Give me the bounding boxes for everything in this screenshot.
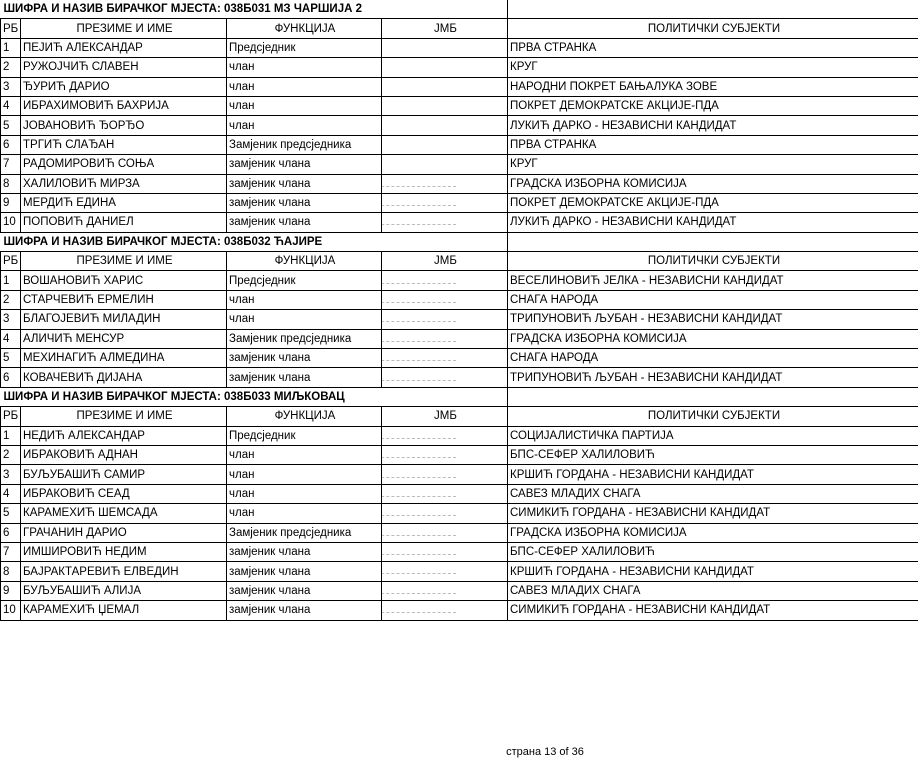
header-jmb: ЈМБ	[382, 407, 508, 426]
political-subject: КРШИЋ ГОРДАНА - НЕЗАВИСНИ КАНДИДАТ	[508, 465, 918, 484]
jmb-redacted	[382, 426, 508, 445]
redacted-id-mark	[382, 452, 457, 458]
table-row	[1, 135, 918, 154]
column-header-row	[1, 252, 918, 271]
jmb-redacted	[382, 213, 508, 232]
row-number: 8	[1, 562, 21, 581]
row-number: 5	[1, 116, 21, 135]
row-number: 10	[1, 213, 21, 232]
row-number: 2	[1, 290, 21, 309]
jmb-redacted	[382, 562, 508, 581]
row-number: 5	[1, 504, 21, 523]
member-name: СТАРЧЕВИЋ ЕРМЕЛИН	[21, 290, 227, 309]
member-name: ЈОВАНОВИЋ ЂОРЂО	[21, 116, 227, 135]
jmb-redacted	[382, 581, 508, 600]
member-function: члан	[227, 77, 382, 96]
redacted-id-mark	[382, 219, 457, 225]
table-row	[1, 601, 918, 620]
header-name: ПРЕЗИМЕ И ИМЕ	[21, 252, 227, 271]
redacted-id-mark	[382, 278, 457, 284]
row-number: 5	[1, 349, 21, 368]
member-name: ГРАЧАНИН ДАРИО	[21, 523, 227, 542]
political-subject: СНАГА НАРОДА	[508, 290, 918, 309]
header-rb: РБ	[1, 19, 21, 38]
political-subject: ЛУКИЋ ДАРКО - НЕЗАВИСНИ КАНДИДАТ	[508, 213, 918, 232]
section-title-blank	[508, 0, 918, 19]
section-title-row	[1, 232, 918, 251]
political-subject: БПС-СЕФЕР ХАЛИЛОВИЋ	[508, 542, 918, 561]
jmb-redacted	[382, 58, 508, 77]
row-number: 1	[1, 426, 21, 445]
member-function: члан	[227, 96, 382, 115]
row-number: 2	[1, 445, 21, 464]
political-subject: СОЦИЈАЛИСТИЧКА ПАРТИЈА	[508, 426, 918, 445]
political-subject: НАРОДНИ ПОКРЕТ БАЊАЛУКА ЗОВЕ	[508, 77, 918, 96]
member-function: Предсједник	[227, 271, 382, 290]
row-number: 6	[1, 523, 21, 542]
jmb-redacted	[382, 193, 508, 212]
table-row	[1, 426, 918, 445]
table-row	[1, 38, 918, 57]
table-row	[1, 271, 918, 290]
jmb-redacted	[382, 349, 508, 368]
member-name: НЕДИЋ АЛЕКСАНДАР	[21, 426, 227, 445]
table-row	[1, 465, 918, 484]
polling-station-title: ШИФРА И НАЗИВ БИРАЧКОГ МЈЕСТА: 038Б032 ЋАЈИРЕ	[1, 232, 508, 251]
table-row	[1, 542, 918, 561]
redacted-id-mark	[382, 375, 457, 381]
row-number: 3	[1, 77, 21, 96]
member-name: БУЉУБАШИЋ САМИР	[21, 465, 227, 484]
header-subject: ПОЛИТИЧКИ СУБЈЕКТИ	[508, 407, 918, 426]
jmb-redacted	[382, 465, 508, 484]
redacted-id-mark	[382, 181, 457, 187]
member-function: замјеник члана	[227, 193, 382, 212]
redacted-id-mark	[382, 355, 457, 361]
political-subject: ТРИПУНОВИЋ ЉУБАН - НЕЗАВИСНИ КАНДИДАТ	[508, 310, 918, 329]
table-row	[1, 349, 918, 368]
political-subject: ПОКРЕТ ДЕМОКРАТСКЕ АКЦИЈЕ-ПДА	[508, 193, 918, 212]
member-function: замјеник члана	[227, 368, 382, 387]
member-name: РУЖОЈЧИЋ СЛАВЕН	[21, 58, 227, 77]
member-name: БЛАГОЈЕВИЋ МИЛАДИН	[21, 310, 227, 329]
jmb-redacted	[382, 504, 508, 523]
member-function: Предсједник	[227, 38, 382, 57]
row-number: 9	[1, 193, 21, 212]
political-subject: ПОКРЕТ ДЕМОКРАТСКЕ АКЦИЈЕ-ПДА	[508, 96, 918, 115]
row-number: 6	[1, 368, 21, 387]
table-row	[1, 155, 918, 174]
member-name: РАДОМИРОВИЋ СОЊА	[21, 155, 227, 174]
member-function: Предсједник	[227, 426, 382, 445]
table-row	[1, 174, 918, 193]
section-title-row	[1, 387, 918, 406]
redacted-id-mark	[382, 588, 457, 594]
jmb-redacted	[382, 77, 508, 96]
row-number: 6	[1, 135, 21, 154]
member-function: Замјеник предсједника	[227, 329, 382, 348]
table-row	[1, 310, 918, 329]
header-rb: РБ	[1, 407, 21, 426]
table-row	[1, 523, 918, 542]
member-function: члан	[227, 290, 382, 309]
polling-station-title: ШИФРА И НАЗИВ БИРАЧКОГ МЈЕСТА: 038Б031 МЗ ЧАРШИЈА 2	[1, 0, 508, 19]
political-subject: ГРАДСКА ИЗБОРНА КОМИСИЈА	[508, 329, 918, 348]
member-name: ИБРАКОВИЋ АДНАН	[21, 445, 227, 464]
row-number: 9	[1, 581, 21, 600]
member-function: Замјеник предсједника	[227, 135, 382, 154]
member-function: члан	[227, 116, 382, 135]
header-function: ФУНКЦИЈА	[227, 19, 382, 38]
header-function: ФУНКЦИЈА	[227, 407, 382, 426]
row-number: 7	[1, 542, 21, 561]
jmb-redacted	[382, 174, 508, 193]
member-function: члан	[227, 484, 382, 503]
political-subject: СИМИКИЋ ГОРДАНА - НЕЗАВИСНИ КАНДИДАТ	[508, 504, 918, 523]
member-function: Замјеник предсједника	[227, 523, 382, 542]
row-number: 3	[1, 465, 21, 484]
member-name: ИБРАКОВИЋ СЕАД	[21, 484, 227, 503]
member-function: замјеник члана	[227, 562, 382, 581]
table-row	[1, 213, 918, 232]
member-function: замјеник члана	[227, 581, 382, 600]
header-subject: ПОЛИТИЧКИ СУБЈЕКТИ	[508, 19, 918, 38]
redacted-id-mark	[382, 549, 457, 555]
political-subject: ПРВА СТРАНКА	[508, 38, 918, 57]
jmb-redacted	[382, 523, 508, 542]
row-number: 4	[1, 96, 21, 115]
table-row	[1, 484, 918, 503]
polling-station-title: ШИФРА И НАЗИВ БИРАЧКОГ МЈЕСТА: 038Б033 МИЉКОВАЦ	[1, 387, 508, 406]
row-number: 3	[1, 310, 21, 329]
redacted-id-mark	[382, 510, 457, 516]
table-row	[1, 562, 918, 581]
jmb-redacted	[382, 542, 508, 561]
member-name: БАЈРАКТАРЕВИЋ ЕЛВЕДИН	[21, 562, 227, 581]
row-number: 10	[1, 601, 21, 620]
row-number: 4	[1, 484, 21, 503]
political-subject: САВЕЗ МЛАДИХ СНАГА	[508, 484, 918, 503]
row-number: 1	[1, 271, 21, 290]
jmb-redacted	[382, 329, 508, 348]
political-subject: ВЕСЕЛИНОВИЋ ЈЕЛКА - НЕЗАВИСНИ КАНДИДАТ	[508, 271, 918, 290]
political-subject: ЛУКИЋ ДАРКО - НЕЗАВИСНИ КАНДИДАТ	[508, 116, 918, 135]
jmb-redacted	[382, 484, 508, 503]
redacted-id-mark	[382, 316, 457, 322]
member-function: члан	[227, 445, 382, 464]
political-subject: САВЕЗ МЛАДИХ СНАГА	[508, 581, 918, 600]
header-subject: ПОЛИТИЧКИ СУБЈЕКТИ	[508, 252, 918, 271]
page-number: страна 13 of 36	[506, 746, 584, 758]
table-row	[1, 581, 918, 600]
table-row	[1, 77, 918, 96]
header-rb: РБ	[1, 252, 21, 271]
member-name: МЕХИНАГИЋ АЛМЕДИНА	[21, 349, 227, 368]
jmb-redacted	[382, 601, 508, 620]
redacted-id-mark	[382, 472, 457, 478]
member-name: БУЉУБАШИЋ АЛИЈА	[21, 581, 227, 600]
redacted-id-mark	[382, 530, 457, 536]
jmb-redacted	[382, 271, 508, 290]
member-name: МЕРДИЋ ЕДИНА	[21, 193, 227, 212]
jmb-redacted	[382, 445, 508, 464]
redacted-id-mark	[382, 568, 457, 574]
row-number: 1	[1, 38, 21, 57]
table-row	[1, 193, 918, 212]
member-name: АЛИЧИЋ МЕНСУР	[21, 329, 227, 348]
political-subject: КРШИЋ ГОРДАНА - НЕЗАВИСНИ КАНДИДАТ	[508, 562, 918, 581]
header-jmb: ЈМБ	[382, 19, 508, 38]
political-subject: БПС-СЕФЕР ХАЛИЛОВИЋ	[508, 445, 918, 464]
row-number: 4	[1, 329, 21, 348]
member-function: члан	[227, 58, 382, 77]
member-function: члан	[227, 504, 382, 523]
table-row	[1, 290, 918, 309]
header-jmb: ЈМБ	[382, 252, 508, 271]
political-subject: СНАГА НАРОДА	[508, 349, 918, 368]
jmb-redacted	[382, 96, 508, 115]
page-footer	[0, 746, 918, 758]
table-row	[1, 116, 918, 135]
table-row	[1, 368, 918, 387]
member-function: члан	[227, 310, 382, 329]
row-number: 7	[1, 155, 21, 174]
member-name: ИМШИРОВИЋ НЕДИМ	[21, 542, 227, 561]
jmb-redacted	[382, 290, 508, 309]
row-number: 8	[1, 174, 21, 193]
member-function: замјеник члана	[227, 155, 382, 174]
table-row	[1, 329, 918, 348]
section-title-row	[1, 0, 918, 19]
member-name: ПЕЈИЋ АЛЕКСАНДАР	[21, 38, 227, 57]
row-number: 2	[1, 58, 21, 77]
jmb-redacted	[382, 155, 508, 174]
member-name: КАРАМЕХИЋ ШЕМСАДА	[21, 504, 227, 523]
table-row	[1, 96, 918, 115]
redacted-id-mark	[382, 297, 457, 303]
table-row	[1, 58, 918, 77]
member-name: ПОПОВИЋ ДАНИЕЛ	[21, 213, 227, 232]
member-name: КАРАМЕХИЋ ЏЕМАЛ	[21, 601, 227, 620]
political-subject: ПРВА СТРАНКА	[508, 135, 918, 154]
column-header-row	[1, 407, 918, 426]
political-subject: КРУГ	[508, 155, 918, 174]
jmb-redacted	[382, 135, 508, 154]
political-subject: ТРИПУНОВИЋ ЉУБАН - НЕЗАВИСНИ КАНДИДАТ	[508, 368, 918, 387]
jmb-redacted	[382, 38, 508, 57]
section-title-blank	[508, 387, 918, 406]
redacted-id-mark	[382, 491, 457, 497]
member-name: ХАЛИЛОВИЋ МИРЗА	[21, 174, 227, 193]
member-name: ВОШАНОВИЋ ХАРИС	[21, 271, 227, 290]
member-name: ИБРАХИМОВИЋ БАХРИЈА	[21, 96, 227, 115]
committee-table-body	[1, 0, 918, 620]
table-row	[1, 504, 918, 523]
member-function: замјеник члана	[227, 174, 382, 193]
political-subject: КРУГ	[508, 58, 918, 77]
jmb-redacted	[382, 310, 508, 329]
member-function: замјеник члана	[227, 601, 382, 620]
political-subject: ГРАДСКА ИЗБОРНА КОМИСИЈА	[508, 174, 918, 193]
redacted-id-mark	[382, 200, 457, 206]
header-name: ПРЕЗИМЕ И ИМЕ	[21, 19, 227, 38]
member-name: ЂУРИЋ ДАРИО	[21, 77, 227, 96]
member-name: КОВАЧЕВИЋ ДИЈАНА	[21, 368, 227, 387]
header-name: ПРЕЗИМЕ И ИМЕ	[21, 407, 227, 426]
jmb-redacted	[382, 368, 508, 387]
redacted-id-mark	[382, 336, 457, 342]
column-header-row	[1, 19, 918, 38]
section-title-blank	[508, 232, 918, 251]
table-row	[1, 445, 918, 464]
redacted-id-mark	[382, 433, 457, 439]
member-function: замјеник члана	[227, 542, 382, 561]
header-function: ФУНКЦИЈА	[227, 252, 382, 271]
jmb-redacted	[382, 116, 508, 135]
member-name: ТРГИЋ СЛАЂАН	[21, 135, 227, 154]
political-subject: ГРАДСКА ИЗБОРНА КОМИСИЈА	[508, 523, 918, 542]
member-function: замјеник члана	[227, 213, 382, 232]
redacted-id-mark	[382, 607, 457, 613]
member-function: члан	[227, 465, 382, 484]
member-function: замјеник члана	[227, 349, 382, 368]
political-subject: СИМИКИЋ ГОРДАНА - НЕЗАВИСНИ КАНДИДАТ	[508, 601, 918, 620]
